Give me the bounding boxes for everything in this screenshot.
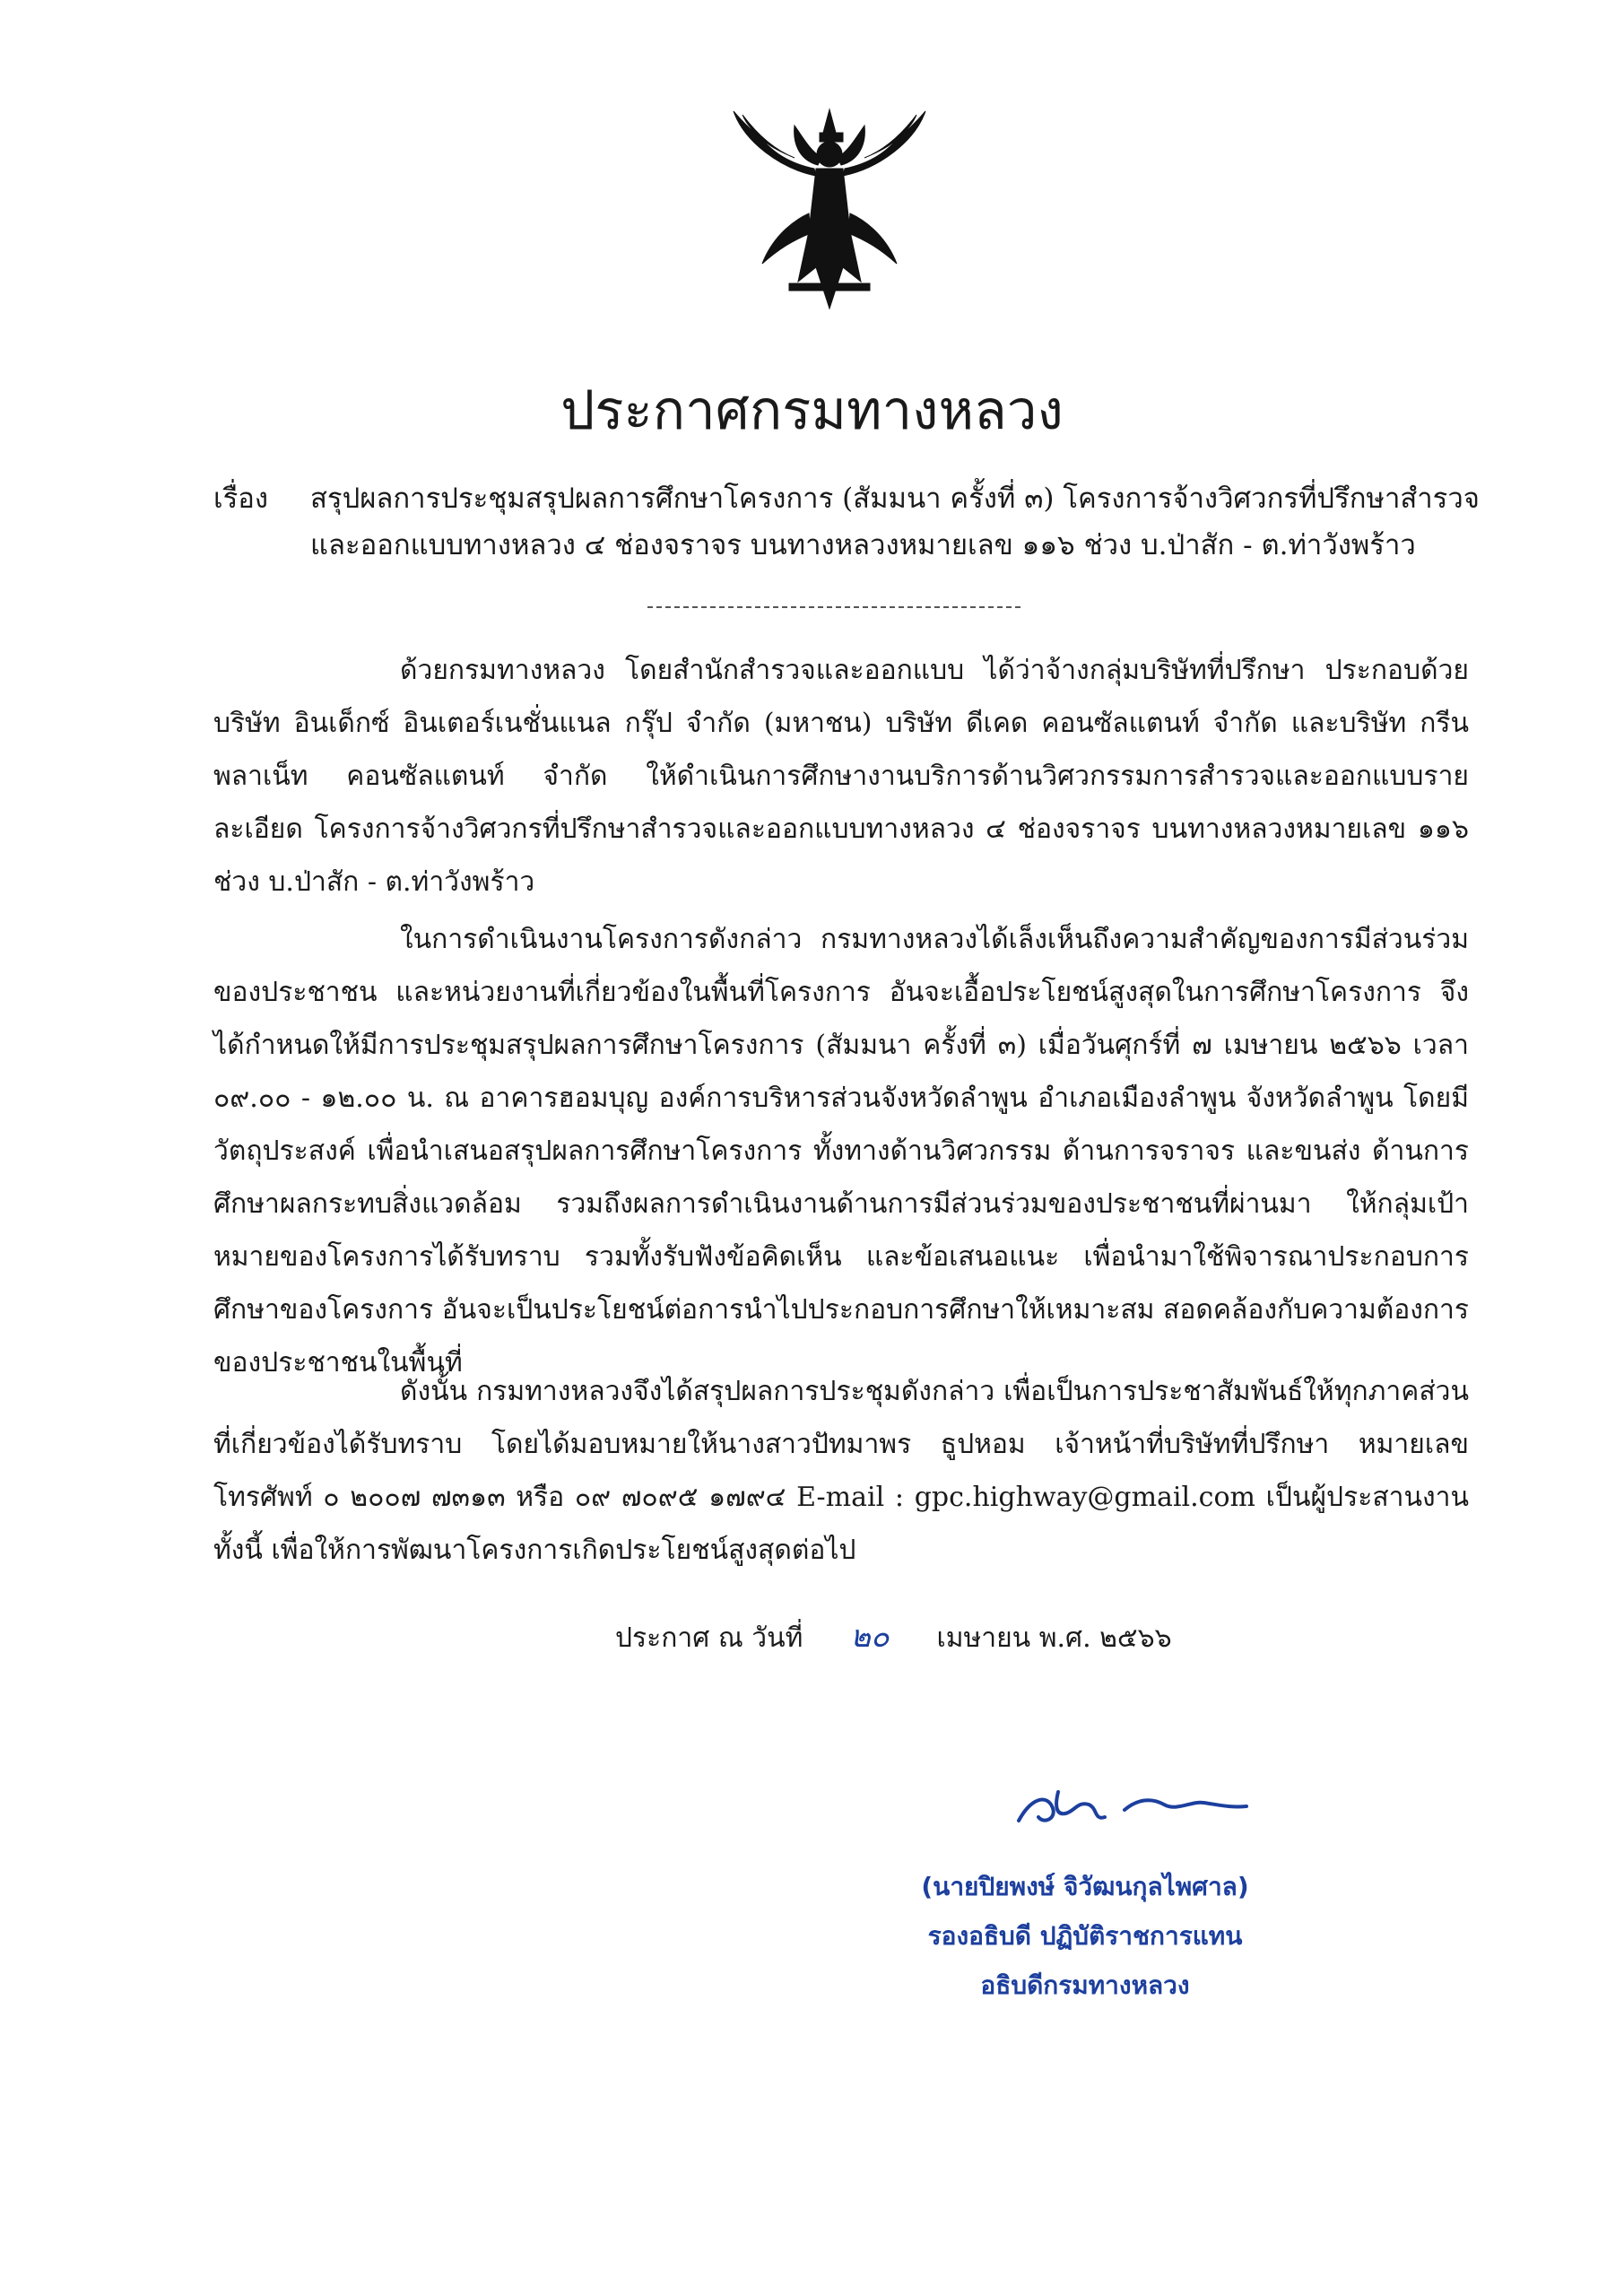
paragraph-2: ในการดำเนินงานโครงการดังกล่าว กรมทางหลวงได้เล็งเห็นถึงความสำคัญของการมีส่วนร่วมของประชาชน และหน่วยงานที่เกี่ยวข้องในพื้นที่โครงการ อันจะเอื้อประโยชน์สูงสุดในการศึกษาโครงการ จึงได้กำหนดให้มีการประชุมสรุปผลการศึกษาโครงการ (สัมมนา ครั้งที่ ๓) เมื่อวันศุกร์ที่ ๗ เมษายน ๒๕๖๖ เวลา ๐๙.๐๐ - ๑๒.๐๐ น. ณ อาคารฮอมบุญ องค์การบริหารส่วนจังหวัดลำพูน อำเภอเมืองลำพูน จังหวัดลำพูน โดยมีวัตถุประสงค์ เพื่อนำเสนอสรุปผลการศึกษาโครงการ ทั้งทางด้านวิศวกรรม ด้านการจราจร และขนส่ง ด้านการศึกษาผลกระทบสิ่งแวดล้อม รวมถึงผลการดำเนินงานด้านการมีส่วนร่วมของประชาชนที่ผ่านมา ให้กลุ่มเป้าหมายของโครงการได้รับทราบ รวมทั้งรับฟังข้อคิดเห็น และข้อเสนอแนะ เพื่อนำมาใช้พิจารณาประกอบการศึกษาของโครงการ อันจะเป็นประโยชน์ต่อการนำไปประกอบการศึกษาให้เหมาะสม สอดคล้องกับความต้องการของประชาชนในพื้นที่ [213,924,1469,1378]
signatory-position-1: รองอธิบดี ปฏิบัติราชการแทน [927,1921,1243,1951]
announcement-date [615,1614,1172,1661]
date-prefix: ประกาศ ณ วันที่ [615,1622,803,1654]
paragraph-1: ด้วยกรมทางหลวง โดยสำนักสำรวจและออกแบบ ได้ว่าจ้างกลุ่มบริษัทที่ปรึกษา ประกอบด้วย บริษัท อินเด็กซ์ อินเตอร์เนชั่นแนล กรุ๊ป จำกัด (มหาชน) บริษัท ดีเคด คอนซัลแตนท์ จำกัด และบริษัท กรีน พลาเน็ท คอนซัลแตนท์ จำกัด ให้ดำเนินการศึกษางานบริการด้านวิศวกรรมการสำรวจและออกแบบรายละเอียด โครงการจ้างวิศวกรที่ปรึกษาสำรวจและออกแบบทางหลวง ๔ ช่องจราจร บนทางหลวงหมายเลข ๑๑๖ ช่วง บ.ป่าสัก - ต.ท่าวังพร้าว [213,655,1469,898]
divider-line [647,606,1020,608]
handwritten-signature [1012,1781,1254,1837]
signatory-name: (นายปิยพงษ์ จิวัฒนกุลไพศาล) [921,1872,1249,1901]
signatory-block [807,1862,1363,2010]
subject-text: สรุปผลการประชุมสรุปผลการศึกษาโครงการ (สัมมนา ครั้งที่ ๓) โครงการจ้างวิศวกรที่ปรึกษาสำรวจและออกแบบทางหลวง ๔ ช่องจราจร บนทางหลวงหมายเลข ๑๑๖ ช่วง บ.ป่าสัก - ต.ท่าวังพร้าว [310,483,1480,561]
garuda-emblem [726,106,933,312]
document-title: ประกาศกรมทางหลวง [560,379,1064,442]
paragraph-3: ดังนั้น กรมทางหลวงจึงได้สรุปผลการประชุมดังกล่าว เพื่อเป็นการประชาสัมพันธ์ให้ทุกภาคส่วนที่เกี่ยวข้องได้รับทราบ โดยได้มอบหมายให้นางสาวปัทมาพร ธูปหอม เจ้าหน้าที่บริษัทที่ปรึกษา หมายเลขโทรศัพท์ ๐ ๒๐๐๗ ๗๓๑๓ หรือ ๐๙ ๗๐๙๕ ๑๗๙๔ E-mail : gpc.highway@gmail.com เป็นผู้ประสานงาน ทั้งนี้ เพื่อให้การพัฒนาโครงการเกิดประโยชน์สูงสุดต่อไป [213,1376,1469,1566]
signatory-position-2: อธิบดีกรมทางหลวง [980,1970,1190,2000]
subject-label: เรื่อง [213,483,269,515]
date-suffix: เมษายน พ.ศ. ๒๕๖๖ [936,1622,1172,1654]
date-day-handwritten: ๒๐ [850,1619,890,1655]
